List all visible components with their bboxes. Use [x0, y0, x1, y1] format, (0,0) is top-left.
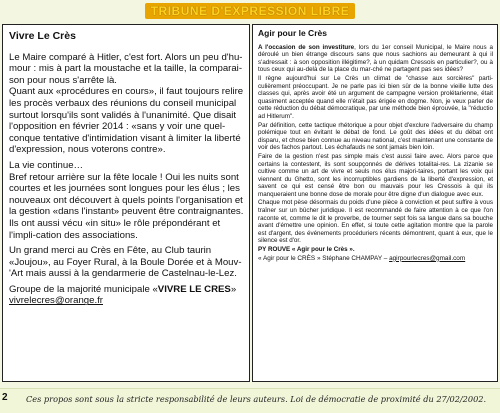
left-signature: Groupe de la majorité municipale «VIVRE LE CRES»	[9, 283, 237, 295]
footer-note: Ces propos sont sous la stricte responsabilité de leurs auteurs. Loi de démocratie de proximité du 27/02/2002.	[26, 394, 487, 404]
banner	[0, 0, 500, 22]
left-paragraph-1: Le Maire comparé à Hitler, c'est fort. Alors un peu d'hu-mour : mis à part la moustache et la taille, la comparai-son pour nous s'arrête là.	[9, 51, 243, 86]
right-email-link[interactable]: agirpourlecres@gmail.com	[389, 254, 466, 262]
right-paragraph-5: Chaque mot pèse désormais du poids d'une pièce à conviction et peut suffire à vous traîner sur un bûcher juridique. Il est recommandé de faire attention à ce que l'on raconte et, comme le dit le proverbe, de tourner sept fois sa langue dans sa bouche avant d'émettre une opinion. En effet, si toute cette agitation montre que la parole est d'argent, des événements procéduriers récents démontrent, quant à eux, que le silence est d'or.	[258, 199, 493, 245]
right-paragraph-6: PY ROUVE « Agir pour le Crès ».	[258, 246, 355, 254]
right-column	[252, 24, 498, 382]
right-paragraph-2: Il règne aujourd'hui sur Le Crès un climat de "chasse aux sorcières" parti-culièrement préoccupant. Je ne parle pas ici bien sûr de la bonne vieille lutte des classes qui, après avoir été un argument de campagne version prolétarienne, était quasiment acceptée quand elle n'était pas érigée en dogme. Non, je veux parler de cette réduction du débat démocratique, par une méthode bien éprouvée, la "réductio ad Hitlerum".	[258, 74, 493, 120]
left-email-link[interactable]: vivrelecres@orange.fr	[9, 295, 103, 307]
footer	[0, 388, 500, 413]
banner-title: TRIBUNE D'EXPRESSION LIBRE	[145, 3, 356, 19]
left-paragraph-4: Bref retour arrière sur la fête locale ! Oui les nuits sont courtes et les journées sont longues pour les élus ; les nouveaux ont découvert à quels points l'organisation et la gestion «dans l'instant» peuvent être contraignantes.	[9, 171, 244, 218]
right-title: Agir pour le Crès	[258, 28, 327, 38]
left-paragraph-2: Quant aux «procédures en cours», il faut toujours relire les procès verbaux des réunions du conseil municipal surtout lorsqu'ils sont validés à l'unanimité. Que disait l'opposition en février 2014 : «sans y voir une quel-conque tentative d'intimidation visant à limiter la liberté d'expression, nous voterons contre».	[9, 86, 244, 156]
right-paragraph-3: Par définition, cette tactique rhétorique a pour objet d'exclure l'adversaire du champ polémique tout en évitant le débat de fond. Le goût des idées et du débat ont disparu, et chose bien connue au niveau national, c'est maintenant une constante de voir des fachos partout. Les échafauds ne sont jamais bien loin.	[258, 121, 493, 152]
left-paragraph-5: Ils ont aussi vécu «in situ» le rôle prépondérant et l'impli-cation des associations.	[9, 217, 221, 241]
left-paragraph-3: La vie continue…	[9, 159, 84, 171]
right-paragraph-1: A l'occasion de son investiture, lors du 1er conseil Municipal, le Maire nous a déroulé un bien étrange discours sans que nous sachions au demeurant à qui il s'adressait : à son opposition illégitime?, à un quidam Cressois en particulier?, ou à tous ceux qui au-delà de la place du mar-ché ne partagent pas ses idées?	[258, 43, 493, 74]
left-title: Vivre Le Crès	[9, 30, 76, 42]
left-paragraph-6: Un grand merci au Crès en Fête, au Club taurin «Joujou», au Foyer Rural, à la Boule Dorée et à Mouv-'Art mais aussi à la gendarmerie de Castelnau-le-Lez.	[9, 245, 242, 280]
right-paragraph-4: Faire de la gestion n'est pas simple mais c'est aussi faire avec. Alors parce que certains la contestent, ils sont soupçonnés de dérives totalitai-res. La zizanie se cultive comme un art de vivre et seuls nos élus majori-taires, portant les voix qui viennent du Ghetto, sont les incorruptibles gardiens de la liberté d'expression, et savent ce qui est censé être bon ou mauvais pour les Cressois à qui ils manqueraient une bonne dose de morale pour être digne d'un dialogue avec eux.	[258, 152, 493, 198]
page-number: 2	[2, 392, 8, 403]
left-column	[2, 24, 250, 382]
right-signature: « Agir pour le CRÈS » Stéphane CHAMPAY – agirpourlecres@gmail.com	[258, 254, 466, 262]
